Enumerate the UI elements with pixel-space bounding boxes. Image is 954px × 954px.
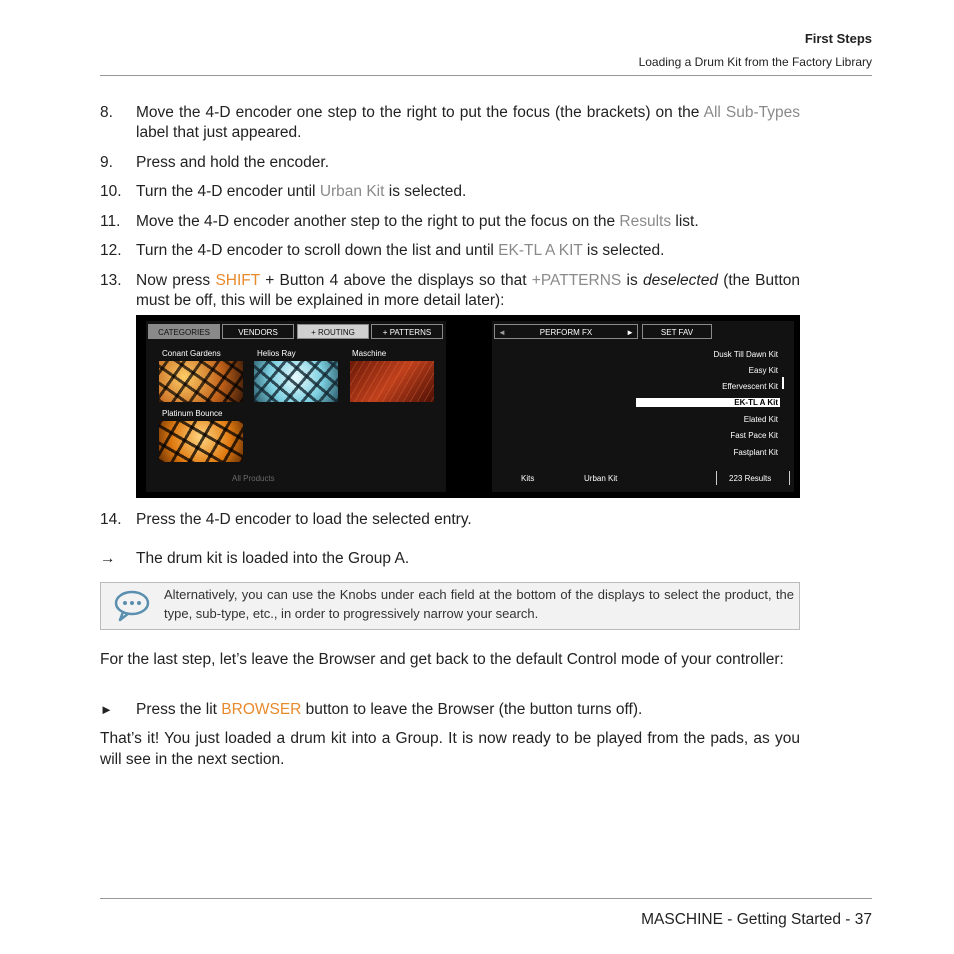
step-text-part: Turn the 4-D encoder until xyxy=(136,183,320,200)
step-number: 9. xyxy=(100,154,113,171)
step-number: 12. xyxy=(100,242,122,259)
step-text xyxy=(136,103,800,143)
step-text-part: Turn the 4-D encoder to scroll down the list and until xyxy=(136,242,499,259)
tile-label: Maschine xyxy=(352,349,387,358)
step-number: 11. xyxy=(100,213,121,230)
step-10 xyxy=(100,182,800,204)
tab-vendors: VENDORS xyxy=(222,324,294,339)
chapter-title: First Steps xyxy=(804,31,872,46)
tile-label: Helios Ray xyxy=(257,349,296,358)
controller-displays-screenshot xyxy=(136,315,800,498)
tile-label: Platinum Bounce xyxy=(162,409,223,418)
step-number: 8. xyxy=(100,104,113,121)
result-item: Fast Pace Kit xyxy=(730,431,778,440)
ui-label-highlight: All Sub-Types xyxy=(703,104,800,121)
step-12 xyxy=(100,241,800,263)
perform-fx-field xyxy=(494,324,638,339)
product-image xyxy=(159,421,243,462)
step-text-part: is xyxy=(621,272,643,289)
step-text-part: list. xyxy=(671,213,699,230)
product-image xyxy=(159,361,243,402)
arrow-right-icon: → xyxy=(100,550,116,567)
step-number: 14. xyxy=(100,511,122,528)
type-field: Kits xyxy=(521,474,535,483)
step-text-part: is selected. xyxy=(384,183,467,200)
step-text xyxy=(136,182,800,202)
header-divider xyxy=(100,75,872,76)
result-item: Fastplant Kit xyxy=(733,448,778,457)
step-text xyxy=(136,212,800,232)
ui-label-highlight: EK-TL A KIT xyxy=(498,242,583,259)
paragraph: That’s it! You just loaded a drum kit into a Group. It is now ready to be played from the pads, as you will see in the next section. xyxy=(100,730,800,768)
tab-categories: CATEGORIES xyxy=(148,324,220,339)
step-number: 13. xyxy=(100,272,122,289)
step-text-part: Move the 4-D encoder another step to the right to put the focus on the xyxy=(136,213,620,230)
arrow-right-icon: ► xyxy=(626,328,634,337)
step-14 xyxy=(100,510,800,532)
footer-divider xyxy=(100,898,872,899)
result-item: Easy Kit xyxy=(748,366,778,375)
step-8 xyxy=(100,103,800,145)
tab-patterns: + PATTERNS xyxy=(371,324,443,339)
subtype-field: Urban Kit xyxy=(584,474,618,483)
results-count-field xyxy=(716,471,790,485)
ui-label-highlight: +PATTERNS xyxy=(531,272,622,289)
result-item: Elated Kit xyxy=(743,415,778,424)
result-line xyxy=(100,549,800,571)
step-text-part: Now press xyxy=(136,272,216,289)
step-text-part: is selected. xyxy=(582,242,665,259)
tip-box xyxy=(100,582,800,630)
perform-fx-label: PERFORM FX xyxy=(539,328,593,337)
page-footer: MASCHINE - Getting Started - 37 xyxy=(641,911,872,928)
step-number: 10. xyxy=(100,183,122,200)
ui-label-highlight: Urban Kit xyxy=(319,183,385,200)
step-text-part: Move the 4-D encoder one step to the right to put the focus (the brackets) on the xyxy=(136,104,704,121)
section-title: Loading a Drum Kit from the Factory Library xyxy=(638,55,872,69)
product-image xyxy=(350,361,434,402)
tab-routing: + ROUTING xyxy=(297,324,369,339)
left-display xyxy=(146,321,446,492)
result-text: The drum kit is loaded into the Group A. xyxy=(136,550,410,567)
step-text: Press and hold the encoder. xyxy=(136,154,330,171)
result-item: Dusk Till Dawn Kit xyxy=(713,350,778,359)
step-text-part: label that just appeared. xyxy=(136,124,302,141)
all-products-label: All Products xyxy=(232,474,275,483)
step-text xyxy=(136,241,800,261)
instruction-bullet xyxy=(100,700,800,722)
step-11 xyxy=(100,212,800,234)
step-9 xyxy=(100,153,800,175)
hardware-button-highlight: BROWSER xyxy=(221,701,302,718)
step-text-part: + Button 4 above the displays so that xyxy=(259,272,532,289)
emphasis: deselected xyxy=(642,272,718,289)
paragraph: For the last step, let’s leave the Browser and get back to the default Control mode of your controller: xyxy=(100,651,784,668)
bullet-arrow-icon: ► xyxy=(100,702,113,717)
ui-label-highlight: Results xyxy=(619,213,672,230)
bullet-text xyxy=(136,700,800,720)
tile-label: Conant Gardens xyxy=(162,349,221,358)
step-13 xyxy=(100,271,800,313)
step-text xyxy=(136,271,800,311)
result-item-selected: EK-TL A Kit xyxy=(636,398,780,407)
bullet-text-part: Press the lit xyxy=(136,701,222,718)
step-text: Press the 4-D encoder to load the selected entry. xyxy=(136,511,472,528)
hardware-button-highlight: SHIFT xyxy=(215,272,260,289)
tip-text: Alternatively, you can use the Knobs under each field at the bottom of the displays to select the product, the type, sub-type, etc., in order to progressively narrow your search. xyxy=(164,587,794,621)
arrow-left-icon: ◄ xyxy=(498,328,506,337)
scrollbar xyxy=(782,377,784,389)
results-count: 223 Results xyxy=(729,474,772,483)
result-item: Effervescent Kit xyxy=(722,382,778,391)
bullet-text-part: button to leave the Browser (the button turns off). xyxy=(301,701,643,718)
right-display xyxy=(492,321,794,492)
set-fav-field: SET FAV xyxy=(642,324,712,339)
speech-bubble-icon xyxy=(113,589,151,623)
step-text-part: (the Button must be off, this will be explained in more detail later): xyxy=(136,272,800,309)
product-image xyxy=(254,361,338,402)
